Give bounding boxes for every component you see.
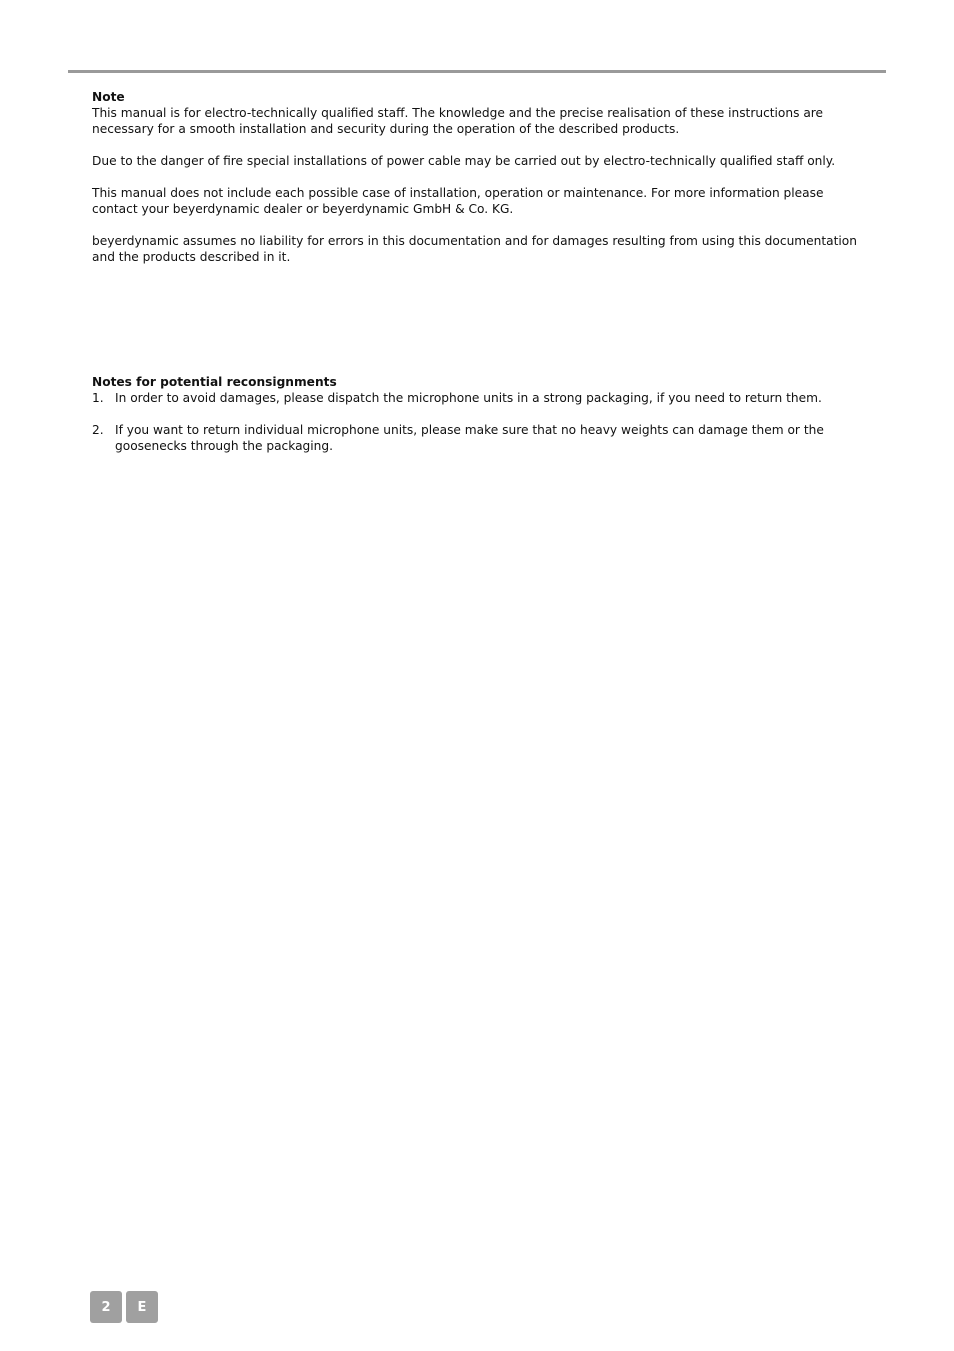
note-paragraph-3: This manual does not include each possible case of installation, operation or maintenance. For more information please contact your beyerdynamic dealer or beyerdynamic GmbH & Co. KG. [92, 186, 824, 216]
list-item-text: In order to avoid damages, please dispatch the microphone units in a strong packaging, if you need to return them. [115, 391, 822, 405]
list-item-number: 2. [92, 423, 104, 437]
language-badge: E [126, 1291, 158, 1323]
reconsignments-heading: Notes for potential reconsignments [92, 375, 337, 389]
top-rule-divider [68, 70, 886, 73]
list-item [92, 390, 867, 406]
note-heading: Note [92, 90, 125, 104]
reconsignments-list [92, 390, 867, 454]
reconsignments-section [92, 374, 867, 470]
note-paragraph-4: beyerdynamic assumes no liability for errors in this documentation and for damages resulting from using this documentation and the products described in it. [92, 234, 857, 264]
page-number-badge: 2 [90, 1291, 122, 1323]
list-item-text: If you want to return individual microphone units, please make sure that no heavy weights can damage them or the goosenecks through the packaging. [115, 423, 824, 453]
note-section [92, 89, 867, 265]
note-paragraph-2: Due to the danger of fire special installations of power cable may be carried out by electro-technically qualified staff only. [92, 154, 836, 168]
page-footer-tabs [90, 1291, 158, 1323]
note-paragraph-1: This manual is for electro-technically qualified staff. The knowledge and the precise realisation of these instructions are necessary for a smooth installation and security during the operation of the described products. [92, 106, 824, 136]
list-item [92, 422, 867, 454]
list-item-number: 1. [92, 391, 104, 405]
